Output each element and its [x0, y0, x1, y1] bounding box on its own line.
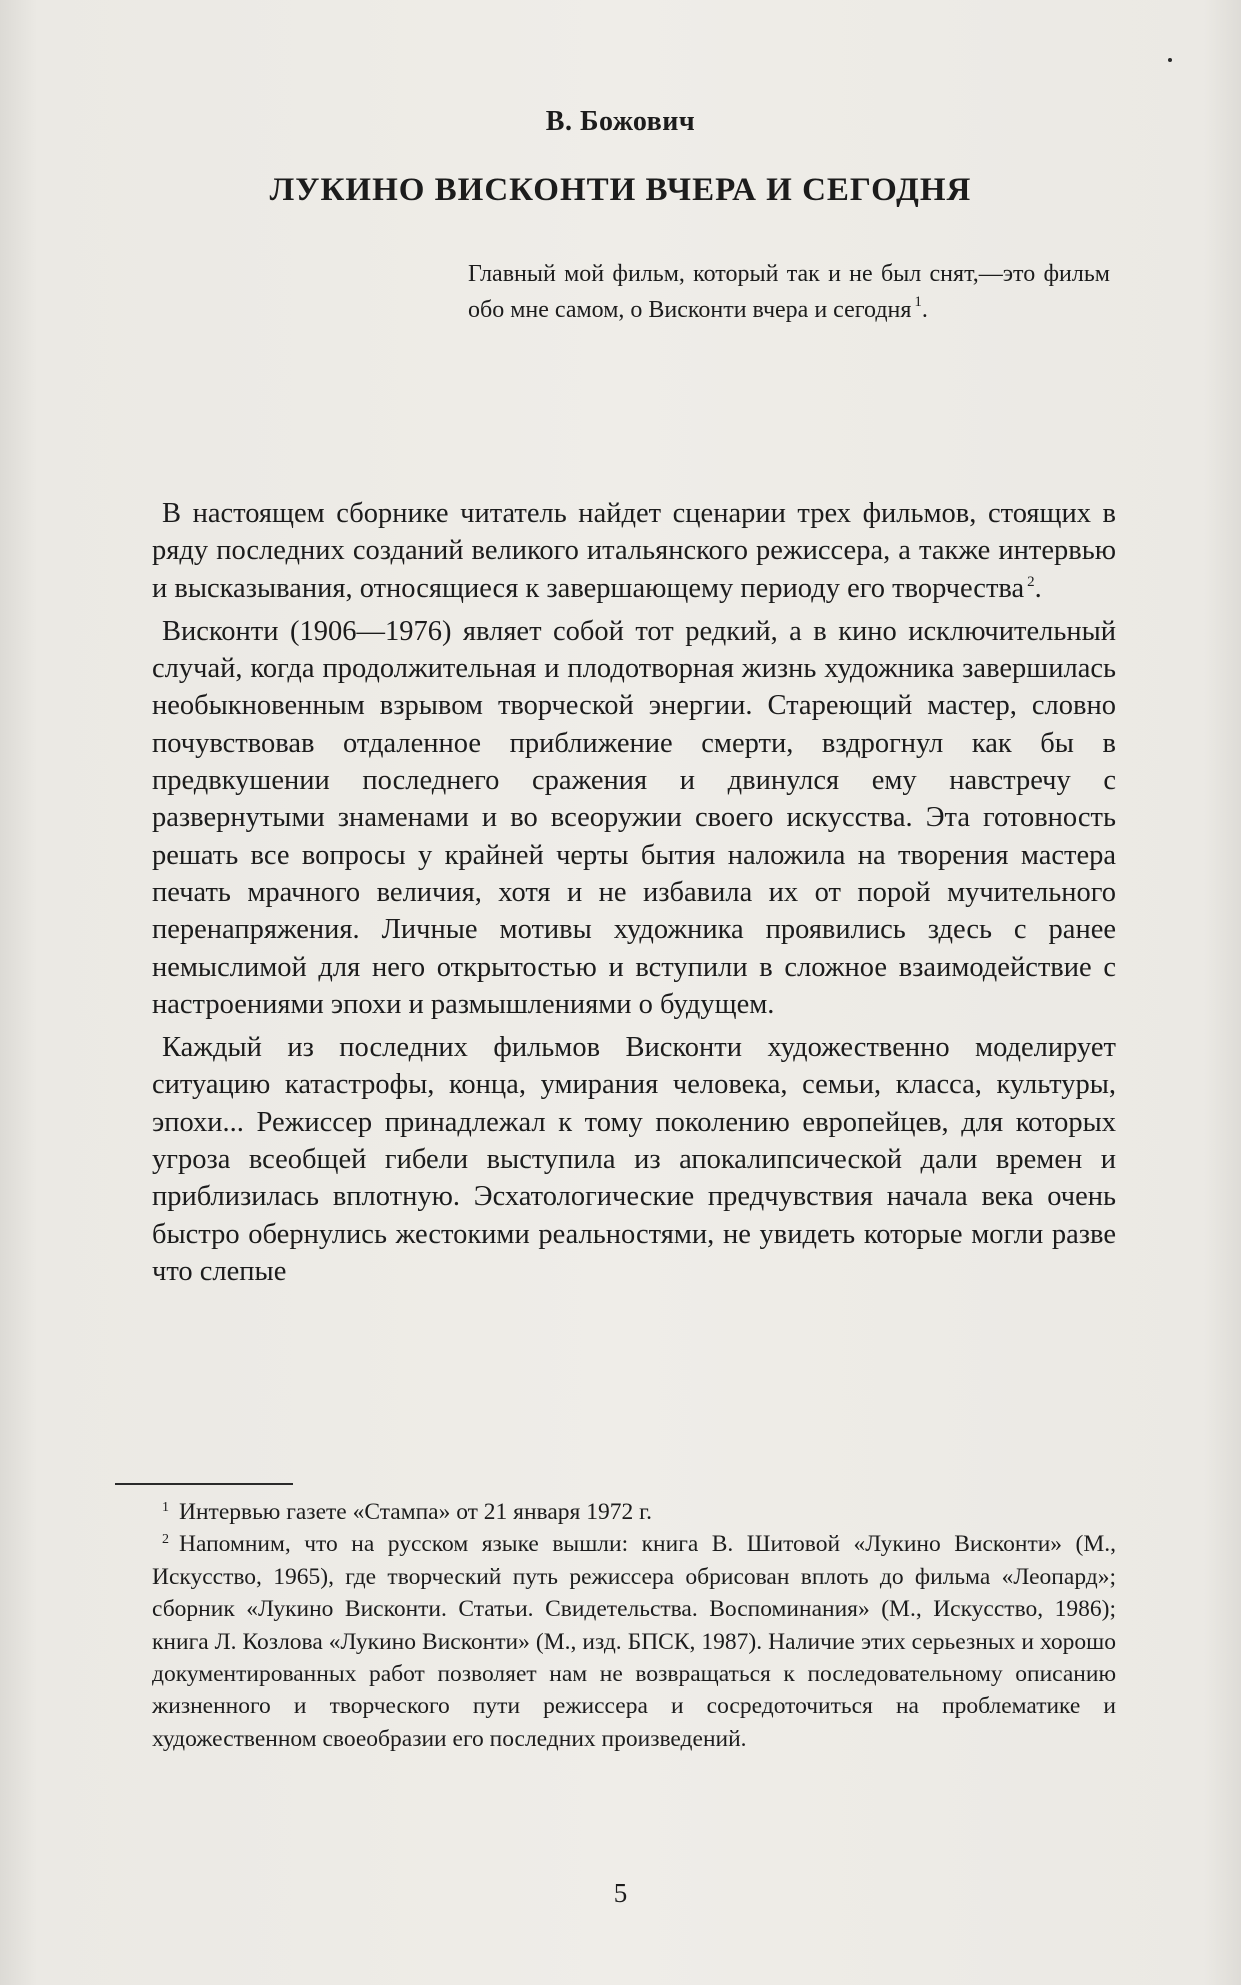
epigraph-end: .: [921, 297, 928, 323]
chapter-title: ЛУКИНО ВИСКОНТИ ВЧЕРА И СЕГОДНЯ: [269, 172, 972, 208]
footnote-1-text: Интервью газете «Стампа» от 21 января 1972 г.: [179, 1499, 652, 1525]
paragraph-1-text: В настоящем сборнике читатель найдет сценарии трех фильмов, стоящих в ряду последних созданий великого итальянского режиссера, а также интервью и высказывания, относящиеся к завершающему периоду его творчества: [152, 498, 1116, 604]
page-mark: [1168, 58, 1172, 62]
footnote-ref-1[interactable]: 1: [914, 294, 922, 310]
footnote-2-text: Напомним, что на русском языке вышли: книга В. Шитовой «Лукино Висконти» (М., Искусство, 1965), где творческий путь режиссера обрисован вплоть до фильма «Леопард»; сборник «Лукино Висконти. Статьи. Свидетельства. Воспоминания» (М., Искусство, 1986); книга Л. Козлова «Лукино Висконти» (М., изд. БПСК, 1987). Наличие этих серьезных и хорошо документированных работ позволяет нам не возвращаться к последовательному описанию жизненного и творческого пути режиссера и сосредоточиться на проблематике и художественном своеобразии его последних произведений.: [152, 1531, 1116, 1752]
footnote-1-number: 1: [162, 1500, 169, 1515]
epigraph: [468, 256, 1110, 328]
footnote-2-number: 2: [162, 1532, 169, 1548]
paragraph-3: Каждый из последних фильмов Висконти художественно моделирует ситуацию катастрофы, конца, умирания человека, семьи, класса, культуры, эпохи... Режиссер принадлежал к тому поколению европейцев, для которых угроза всеобщей гибели выступила из апокалипсической дали времен и приблизилась вплотную. Эсхатологические предчувствия начала века очень быстро обернулись жестокими реальностями, не увидеть которые могли разве что слепые: [152, 1032, 1116, 1287]
author-name: В. Божович: [545, 106, 696, 137]
page-number: 5: [613, 1878, 628, 1908]
main-text: [152, 495, 1116, 1296]
footnote-2: [152, 1528, 1116, 1755]
footnote-ref-2[interactable]: 2: [1027, 573, 1035, 590]
paragraph-1: [152, 495, 1116, 607]
footnotes: [152, 1496, 1116, 1755]
epigraph-text: Главный мой фильм, который так и не был снят,—это фильм обо мне самом, о Висконти вчера и сегодня: [468, 261, 1110, 323]
footnote-separator: [115, 1483, 293, 1485]
paragraph-2: Висконти (1906—1976) являет собой тот редкий, а в кино исключительный случай, когда продолжительная и плодотворная жизнь художника завершилась необыкновенным взрывом творческой энергии. Стареющий мастер, словно почувствовав отдаленное приближение смерти, вздрогнул как бы в предвкушении последнего сражения и двинулся ему навстречу с развернутыми знаменами и во всеоружии своего искусства. Эта готовность решать все вопросы у крайней черты бытия наложила на творения мастера печать мрачного величия, хотя и не избавила их от порой мучительного перенапряжения. Личные мотивы художника проявились здесь с ранее немыслимой для него открытостью и вступили в сложное взаимодействие с настроениями эпохи и размышлениями о будущем.: [152, 615, 1116, 1020]
paragraph-1-end: .: [1034, 572, 1042, 604]
footnote-1: [152, 1496, 1116, 1528]
